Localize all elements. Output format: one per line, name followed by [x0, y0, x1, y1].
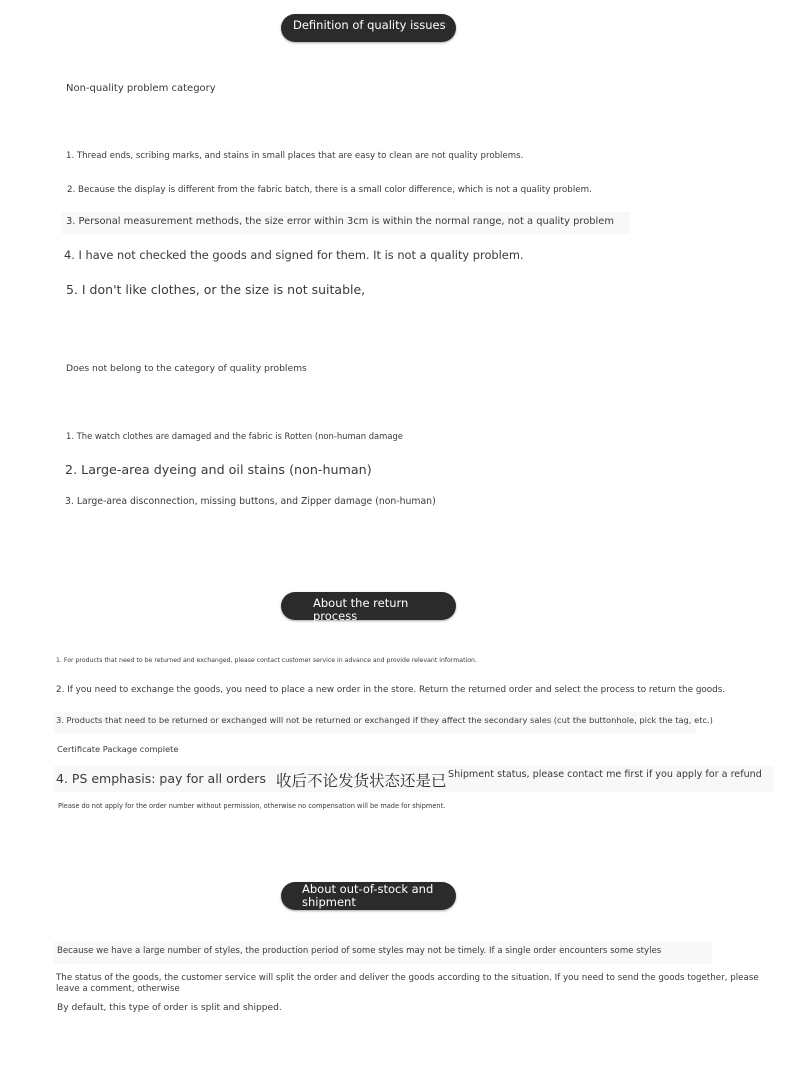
section-pill-quality: [281, 14, 456, 42]
quality-item-2: 2. Large-area dyeing and oil stains (non-human): [65, 462, 372, 477]
return-item-2: 2. If you need to exchange the goods, you need to place a new order in the store. Return the returned order and select the process to return the goods.: [56, 685, 726, 695]
return-item-4: 4. PS emphasis: pay for all orders: [56, 771, 266, 786]
non-quality-item-2: 2. Because the display is different from the fabric batch, there is a small color difference, which is not a quality problem.: [67, 185, 592, 195]
section-pill-stock: [281, 882, 456, 910]
section-pill-stock-label: About out-of-stock and shipment: [302, 882, 434, 909]
return-item-4-chinese: 收后不论发货状态还是已: [276, 772, 447, 790]
quality-item-1: 1. The watch clothes are damaged and the fabric is Rotten (non-human damage: [66, 431, 403, 441]
section-pill-returns-label: About the return process: [313, 596, 409, 623]
quality-item-3: 3. Large-area disconnection, missing buttons, and Zipper damage (non-human): [65, 496, 436, 507]
stock-item-1: Because we have a large number of styles, the production period of some styles may not be timely. If a single order encounters some styles: [57, 946, 662, 956]
return-item-4-continued: Shipment status, please contact me first if you apply for a refund: [448, 769, 762, 780]
quality-heading: Does not belong to the category of quality problems: [66, 363, 307, 374]
stock-item-3: By default, this type of order is split and shipped.: [57, 1003, 282, 1013]
non-quality-item-1: 1. Thread ends, scribing marks, and stains in small places that are easy to clean are not quality problems.: [66, 151, 524, 161]
stock-item-2: The status of the goods, the customer service will split the order and deliver the goods according to the situation. If you need to send the goods together, please leave a comment, otherwise: [56, 973, 759, 994]
return-item-1: 1. For products that need to be returned and exchanged, please contact customer service in advance and provide relevant information.: [56, 657, 477, 664]
non-quality-item-4: 4. I have not checked the goods and signed for them. It is not a quality problem.: [64, 248, 524, 262]
non-quality-item-3: 3. Personal measurement methods, the size error within 3cm is within the normal range, not a quality problem: [66, 216, 614, 227]
non-quality-item-5: 5. I don't like clothes, or the size is not suitable,: [66, 282, 366, 297]
return-item-certificate: Certificate Package complete: [57, 744, 179, 754]
non-quality-heading: Non-quality problem category: [66, 83, 216, 94]
section-pill-quality-label: Definition of quality issues: [293, 18, 446, 32]
return-item-note: Please do not apply for the order number without permission, otherwise no compensation will be made for shipment.: [58, 802, 446, 810]
return-item-3: 3. Products that need to be returned or exchanged will not be returned or exchanged if they affect the secondary sales (cut the buttonhole, pick the tag, etc.): [56, 715, 713, 725]
section-pill-returns: [281, 592, 456, 623]
